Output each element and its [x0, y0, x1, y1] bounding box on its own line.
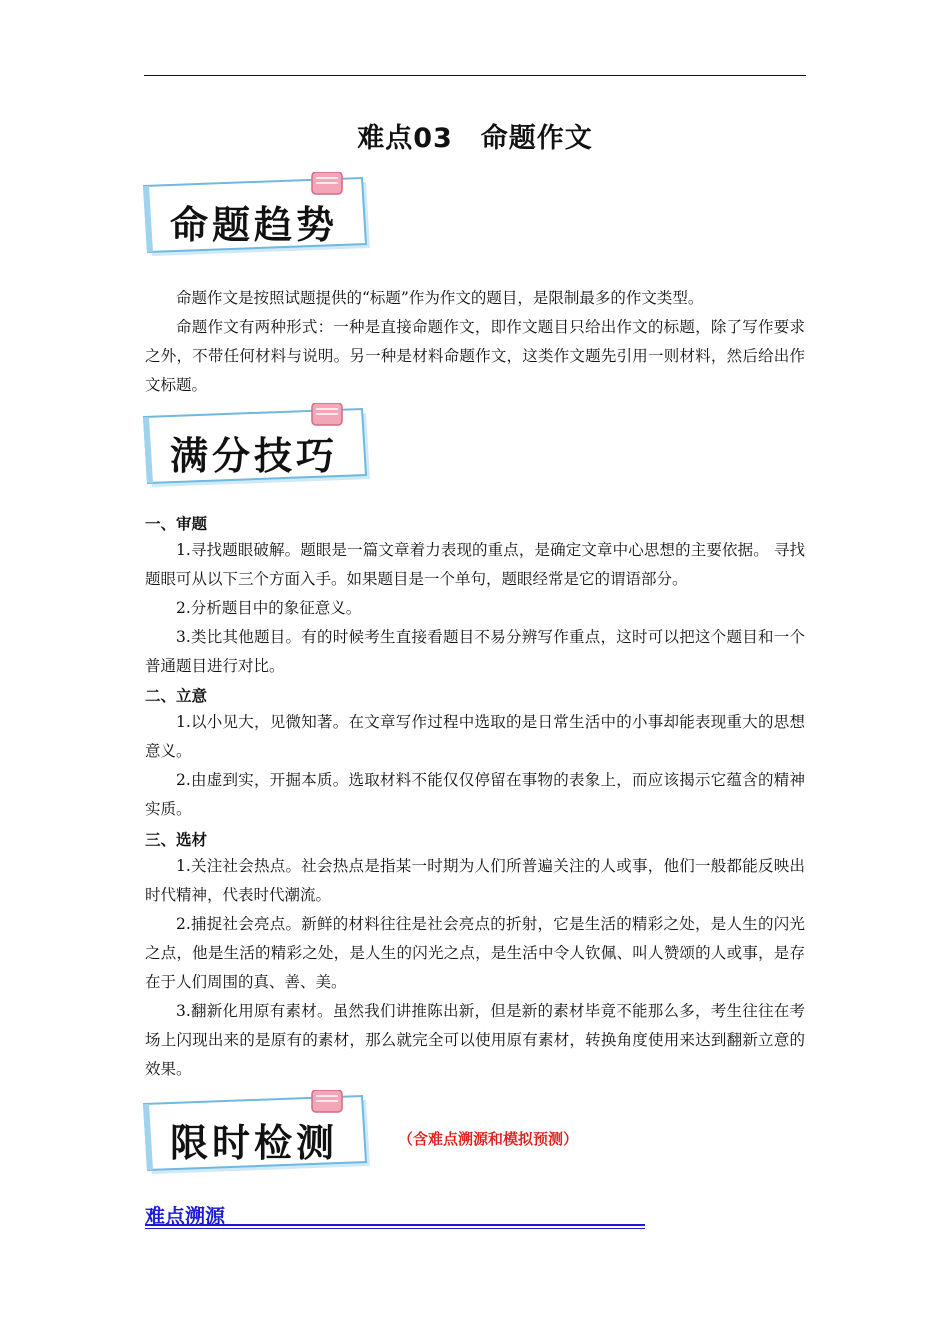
banner-skills [140, 403, 376, 493]
test-note: （含难点溯源和模拟预测） [398, 1130, 579, 1148]
banner-test [140, 1090, 376, 1180]
section-item: 3.类比其他题目。有的时候考生直接看题目不易分辨写作重点，这时可以把这个题目和一个普通题目进行对比。 [145, 628, 805, 675]
section-item: 1.关注社会热点。社会热点是指某一时期为人们所普遍关注的人或事，他们一般都能反映出时代精神，代表时代潮流。 [145, 857, 805, 904]
banner-test-label: 限时检测 [170, 1120, 339, 1165]
section-item: 3.翻新化用原有素材。虽然我们讲推陈出新，但是新的素材毕竟不能那么多，考生往往在考场上闪现出来的是原有的素材，那么就完全可以使用原有素材，转换角度使用来达到翻新立意的效果。 [145, 1002, 805, 1078]
trend-paragraph: 命题作文有两种形式：一种是直接命题作文，即作文题目只给出作文的标题，除了写作要求之外，不带任何材料与说明。另一种是材料命题作文，这类作文题先引用一则材料，然后给出作文标题。 [145, 318, 805, 394]
page-title: 难点03 命题作文 [357, 123, 593, 154]
section-item: 2.分析题目中的象征意义。 [176, 599, 362, 617]
source-underline [145, 1228, 645, 1229]
section-item: 2.捕捉社会亮点。新鲜的材料往往是社会亮点的折射，它是生活的精彩之处，是人生的闪光之点，他是生活的精彩之处，是人生的闪光之点，是生活中令人钦佩、叫人赞颂的人或事，是存在于人们周围的真、善、美。 [145, 915, 805, 991]
banner-trend [140, 172, 376, 262]
paper-clip-icon [312, 1090, 342, 1112]
section-item: 1.寻找题眼破解。题眼是一篇文章着力表现的重点，是确定文章中心思想的主要依据。 寻找题眼可从以下三个方面入手。如果题目是一个单句，题眼经常是它的谓语部分。 [145, 541, 805, 588]
paper-clip-icon [312, 403, 342, 425]
paper-clip-icon [312, 172, 342, 194]
header-rule [144, 75, 806, 76]
section-item: 2.由虚到实，开掘本质。选取材料不能仅仅停留在事物的表象上，而应该揭示它蕴含的精神实质。 [145, 771, 805, 818]
trend-paragraph: 命题作文是按照试题提供的“标题”作为作文的题目，是限制最多的作文类型。 [176, 289, 704, 307]
banner-trend-label: 命题趋势 [170, 202, 339, 247]
section-item: 1.以小见大，见微知著。在文章写作过程中选取的是日常生活中的小事却能表现重大的思想意义。 [145, 713, 805, 760]
section-heading: 三、选材 [145, 831, 208, 849]
source-underline [145, 1224, 645, 1226]
source-heading[interactable]: 难点溯源 [145, 1204, 225, 1228]
section-heading: 二、立意 [145, 687, 208, 705]
banner-skills-label: 满分技巧 [170, 433, 339, 478]
section-heading: 一、审题 [145, 515, 208, 533]
